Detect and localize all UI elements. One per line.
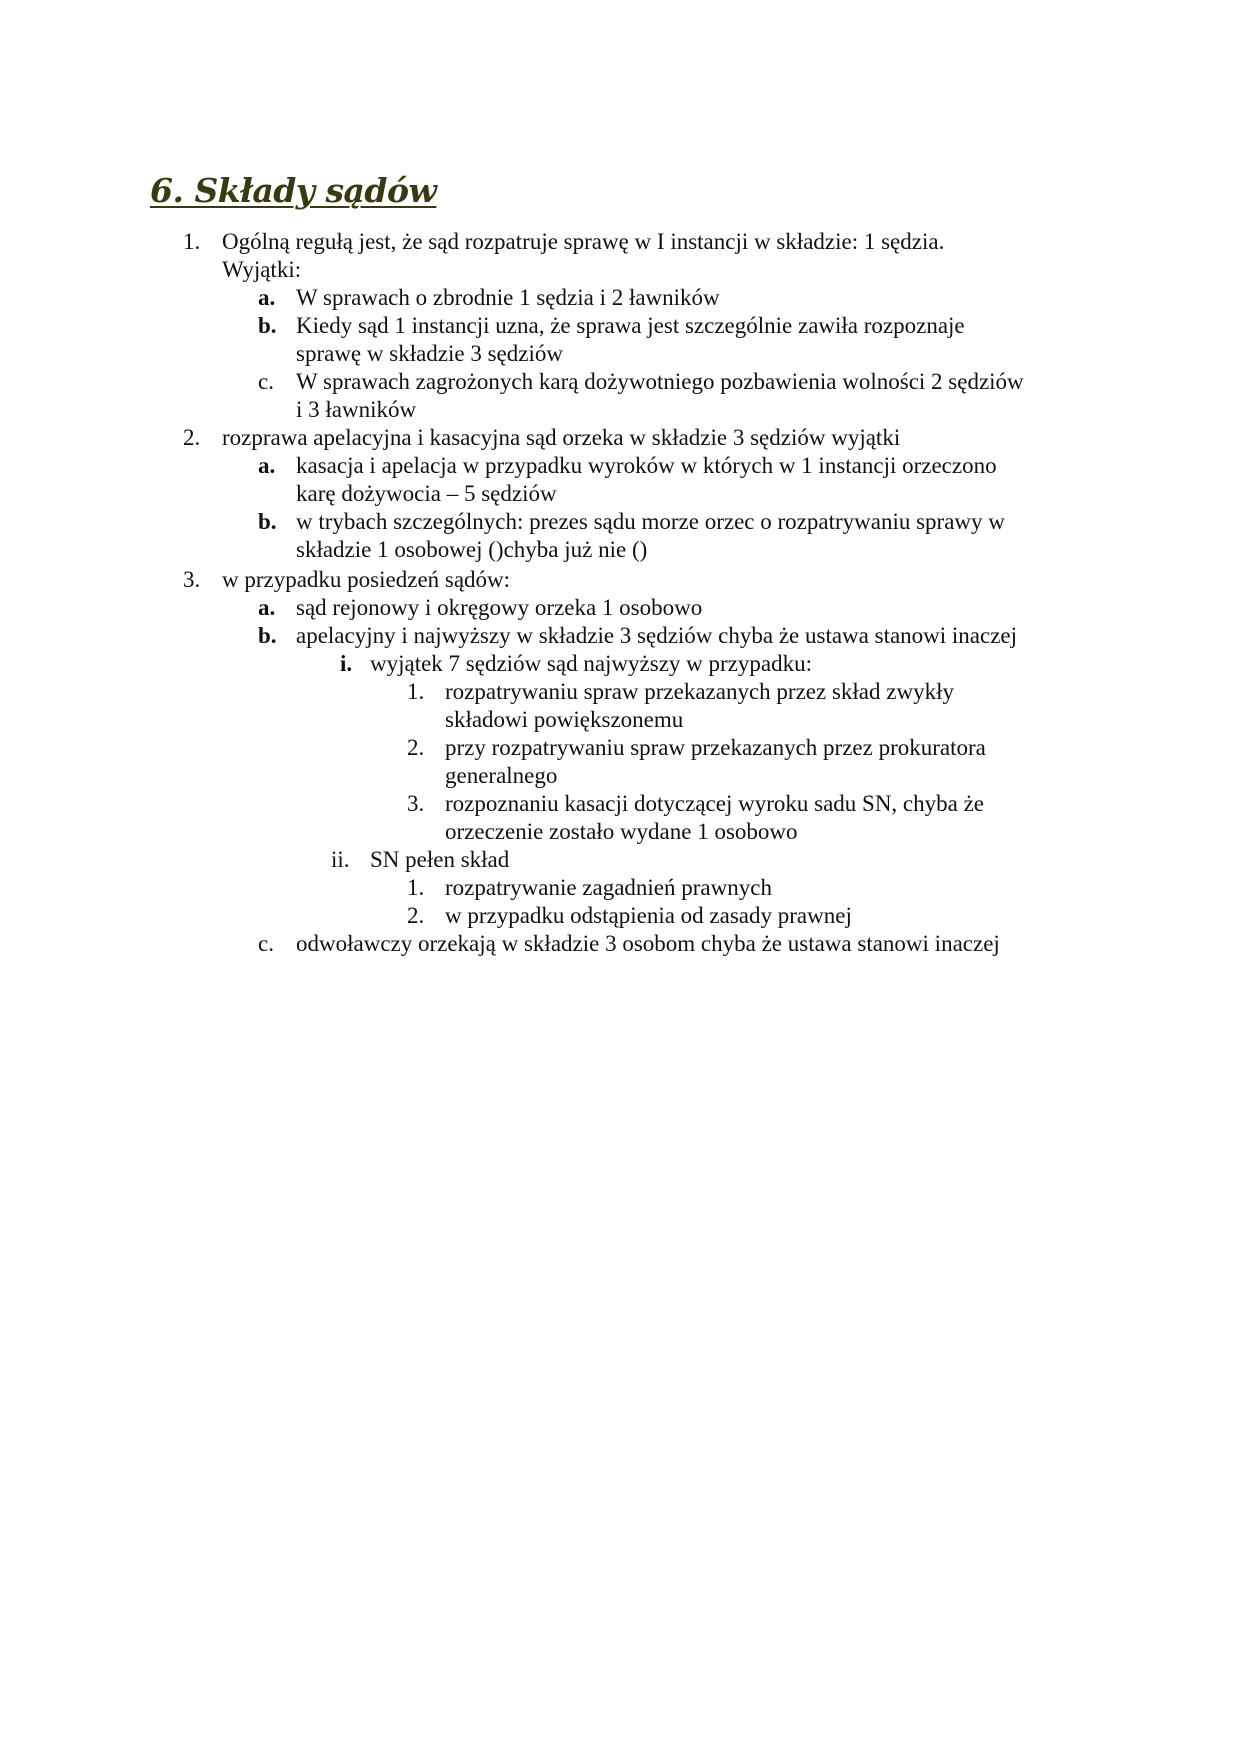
list-item-text: i 3 ławników	[296, 397, 417, 422]
list-marker: 1.	[407, 875, 425, 900]
list-marker: b.	[258, 623, 277, 648]
list-item-text: sprawę w składzie 3 sędziów	[296, 341, 563, 366]
list-item-text: w przypadku odstąpienia od zasady prawnej	[445, 903, 852, 928]
list-item-text: karę dożywocia – 5 sędziów	[296, 481, 557, 506]
page-title: 6. Składy sądów	[150, 171, 437, 210]
list-item-text: wyjątek 7 sędziów sąd najwyższy w przypadku:	[370, 651, 812, 676]
list-marker: ii.	[331, 847, 350, 872]
list-marker: a.	[258, 285, 276, 310]
list-marker: a.	[258, 453, 276, 478]
list-item-text: odwoławczy orzekają w składzie 3 osobom chyba że ustawa stanowi inaczej	[296, 931, 1000, 956]
list-marker: b.	[258, 313, 277, 338]
list-marker: 1.	[183, 229, 201, 254]
list-marker: 3.	[407, 791, 425, 816]
list-marker: a.	[258, 595, 276, 620]
list-item-text: kasacja i apelacja w przypadku wyroków w których w 1 instancji orzeczono	[296, 453, 997, 478]
list-item-text: apelacyjny i najwyższy w składzie 3 sędziów chyba że ustawa stanowi inaczej	[296, 623, 1018, 648]
list-marker: 2.	[407, 735, 425, 760]
list-item-text: składowi powiększonemu	[445, 707, 684, 732]
list-item-text: rozprawa apelacyjna i kasacyjna sąd orzeka w składzie 3 sędziów wyjątki	[222, 425, 901, 450]
list-item-text: sąd rejonowy i okręgowy orzeka 1 osobowo	[296, 595, 703, 620]
list-marker: 3.	[183, 567, 201, 592]
list-item-text: rozpatrywanie zagadnień prawnych	[445, 875, 772, 900]
list-item-text: składzie 1 osobowej ()chyba już nie ()	[296, 537, 648, 562]
list-item-text: W sprawach o zbrodnie 1 sędzia i 2 ławników	[296, 285, 720, 310]
list-item-text: przy rozpatrywaniu spraw przekazanych przez prokuratora	[445, 735, 986, 760]
list-item-text: SN pełen skład	[370, 847, 510, 872]
list-item-text: Ogólną regułą jest, że sąd rozpatruje sprawę w I instancji w składzie: 1 sędzia.	[222, 229, 945, 254]
list-item-text: Wyjątki:	[222, 257, 302, 282]
list-item-text: generalnego	[445, 763, 558, 788]
list-item-text: w przypadku posiedzeń sądów:	[222, 567, 511, 592]
list-item-text: Kiedy sąd 1 instancji uzna, że sprawa jest szczególnie zawiła rozpoznaje	[296, 313, 965, 338]
list-marker: c.	[258, 931, 274, 956]
list-item-text: w trybach szczególnych: prezes sądu morze orzec o rozpatrywaniu sprawy w	[296, 509, 1005, 534]
list-item-text: W sprawach zagrożonych karą dożywotniego pozbawienia wolności 2 sędziów	[296, 369, 1024, 394]
list-marker: i.	[340, 651, 353, 676]
list-marker: c.	[258, 369, 274, 394]
list-marker: b.	[258, 509, 277, 534]
list-item-text: orzeczenie zostało wydane 1 osobowo	[445, 819, 798, 844]
list-item-text: rozpoznaniu kasacji dotyczącej wyroku sadu SN, chyba że	[445, 791, 985, 816]
list-marker: 2.	[407, 903, 425, 928]
list-item-text: rozpatrywaniu spraw przekazanych przez skład zwykły	[445, 679, 954, 704]
list-marker: 2.	[183, 425, 201, 450]
list-marker: 1.	[407, 679, 425, 704]
